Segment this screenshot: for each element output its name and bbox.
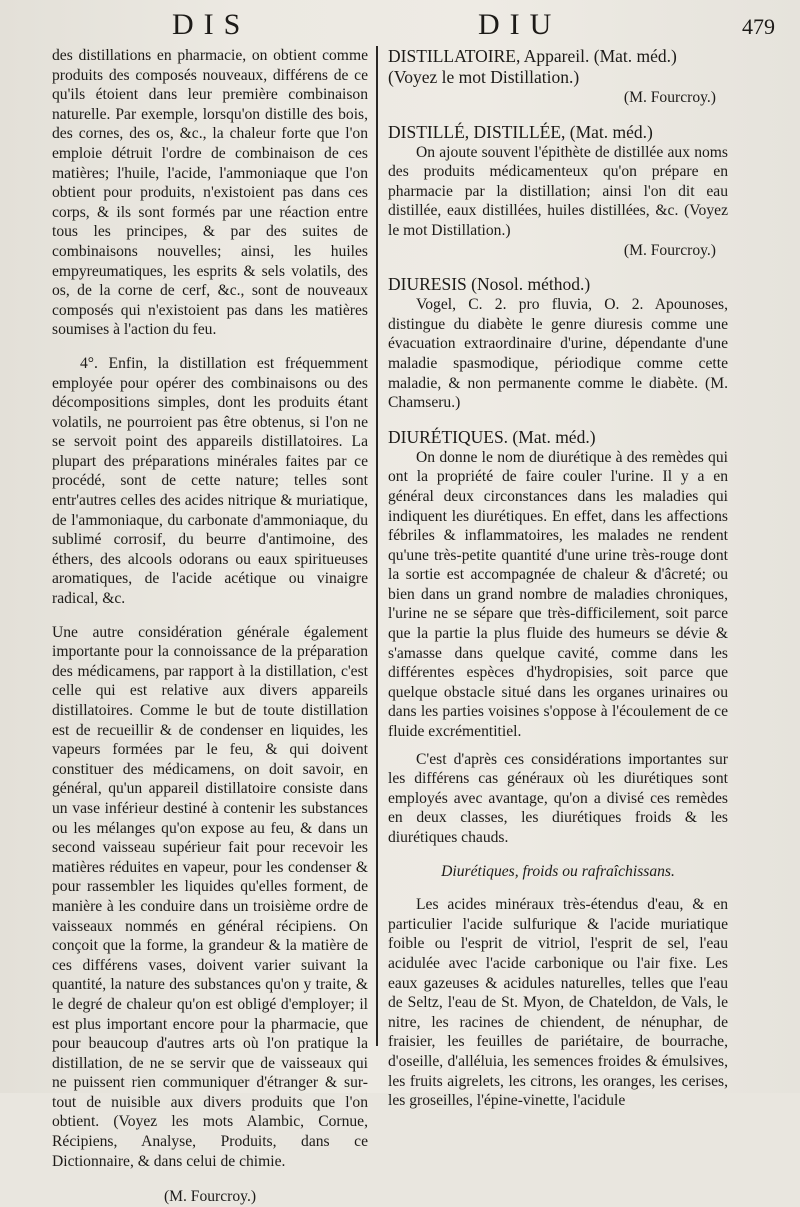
running-head-left: DIS [172,8,251,41]
signature-fourcroy: (M. Fourcroy.) [163,1188,257,1206]
entry-distille-signature: (M. Fourcroy.) [623,241,716,259]
paragraph-continuation: des distillations en pharmacie, on obtient comme produits des composés nouveaux, différens de ce qu'ils étoient dans leur première combinaison naturelle. Par exemple, lorsqu'on distille des bois, des cornes, des os, &c., la chaleur forte que l'on emploie détruit l'ordre de combinaison de ces matières; l'huile, l'acide, l'ammoniaque que l'on obtient pour produits, n'existoient pas dans ces corps, & ils sont formés par une réaction entre tous les principes, & par des suites de combinaisons nouvelles; ainsi, les huiles empyreumatiques, les esprits & sels volatils, des os, de la corne de cerf, &c., sont de nouveaux composés qui n'existoient pas dans les matières soumises à l'action du feu. [52,47,368,339]
paragraph-point-4: 4°. Enfin, la distillation est fréquemment employée pour opérer des combinaisons ou des décompositions simples, dont les produits étant volatils, ne pourroient pas être obtenus, si l'on ne se servoit point des appareils distillatoires. La plupart des préparations minérales faites par ce procédé, sont de cette nature; telles sont entr'autres celles des acides nitrique & muriatique, de l'ammoniaque, du carbonate d'ammoniaque, du sublimé corrosif, du beurre d'antimoine, des éthers, des alcools odorans ou eaux spiritueuses aromatiques, de l'acide acétique ou vinaigre radical, &c. [52,354,368,608]
entry-distille-heading: DISTILLÉ, DISTILLÉE, (Mat. méd.) [388,121,653,142]
entry-diuretiques-p3: Les acides minéraux très-étendus d'eau, & en particulier l'acide sulfurique & l'acide muriatique foible ou l'esprit de vitriol, l'esprit de sel, l'eau acidulée avec l'acide carbonique ou l'air fixe. Les eaux gazeuses & acidules naturelles, telles que l'eau de Seltz, l'eau de St. Myon, de Chateldon, de Vals, le nitre, les racines de chiendent, de nénuphar, de fraisier, les feuilles de pariétaire, de bourrache, d'oseille, d'alléluia, les semences froides & émulsives, les fruits aigrelets, les citrons, les oranges, les cerises, les groseilles, l'épine-vinette, l'acidule [388,896,728,1110]
column-rule [376,46,378,1046]
entry-distille-body: On ajoute souvent l'épithète de distillée aux noms des produits médicamenteux qu'on prépare en pharmacie par la distillation; ainsi l'on dit eau distillée, eaux distillées, huiles distillées, &c. (Voyez le mot Distillation.) [388,143,728,239]
entry-diuretiques-heading: DIURÉTIQUES. (Mat. méd.) [388,426,596,447]
right-column [388,46,728,1110]
running-head [0,8,800,40]
entry-diuretiques-subheading: Diurétiques, froids ou rafraîchissans. [441,862,675,880]
paragraph-appareils: Une autre considération générale également importante pour la connoissance de la préparation des médicamens, par rapport à la distillation, c'est celle qui est relative aux divers appareils distillatoires. Comme le but de toute distillation est de recueillir & de condenser en liquides, les vapeurs formées par le feu, & qui doivent constituer des médicamens, on doit savoir, en général, qu'un appareil distillatoire consiste dans un vase inférieur destiné à contenir les substances ou les mélanges qu'on expose au feu, & dans un second vaisseau supérieur fait pour recevoir les matières réduites en vapeur, pour les condenser & pour rassembler les liquides qu'elles forment, de manière à les conduire dans un troisième ordre de vaisseaux nommés en général récipiens. On conçoit que la forme, la grandeur & la matière de ces différens vases, doivent varier suivant la quantité, la nature des substances qu'on y traite, & le degré de chaleur qu'on est obligé d'employer; il est plus important encore pour la pharmacie, que pour beaucoup d'autres arts où l'on pratique la distillation, de ne se servir que de vaisseaux qui ne puissent rien communiquer d'étranger & sur-tout de nuisible aux divers produits que l'on obtient. (Voyez les mots Alambic, Cornue, Récipiens, Analyse, Produits, dans ce Dictionnaire, & dans celui de chimie. [52,623,368,1170]
entry-diuresis-heading: DIURESIS (Nosol. méthod.) [388,274,591,295]
page-number: 479 [742,14,775,39]
entry-diuresis-body: Vogel, C. 2. pro fluvia, O. 2. Apounoses, distingue du diabète le genre diuresis comme une évacuation extraordinaire d'urine, dépendante d'une maladie spasmodique, périodique comme cette maladie, & non permanente comme le diabète. (M. Chamseru.) [388,296,728,412]
left-column [52,46,368,1206]
entry-distillatoire-signature: (M. Fourcroy.) [623,89,716,106]
entry-distillatoire-heading: DISTILLATOIRE, Appareil. (Mat. méd.) (Voyez le mot Distillation.) [388,46,677,87]
entry-diuretiques-p2: C'est d'après ces considérations importantes sur les différens cas généraux où les diurétiques sont employés avec avantage, qu'on a divisé ces remèdes en deux classes, les diurétiques froids & les diurétiques chauds. [388,750,728,846]
entry-diuretiques-p1: On donne le nom de diurétique à des remèdes qui ont la propriété de faire couler l'urine. Il y a en général deux circonstances dans les maladies qui indiquent les diurétiques. En effet, dans les affections fébriles & inflammatoires, les malades ne rendent qu'une très-petite quantité d'une urine très-rouge dont la sortie est accompagnée de chaleur & d'âcreté; ou bien dans un grand nombre de maladies chroniques, l'urine ne se sépare que très-difficilement, soit parce que la partie la plus fluide des humeurs se dévie & s'amasse dans quelque cavité, comme dans les différentes espèces d'hydropisies, soit parce que quelque obstacle situé dans les organes urinaires ou dans les parties voisines s'oppose à l'écoulement de ce fluide excrémentitiel. [388,448,728,741]
running-head-center: DIU [478,8,562,41]
